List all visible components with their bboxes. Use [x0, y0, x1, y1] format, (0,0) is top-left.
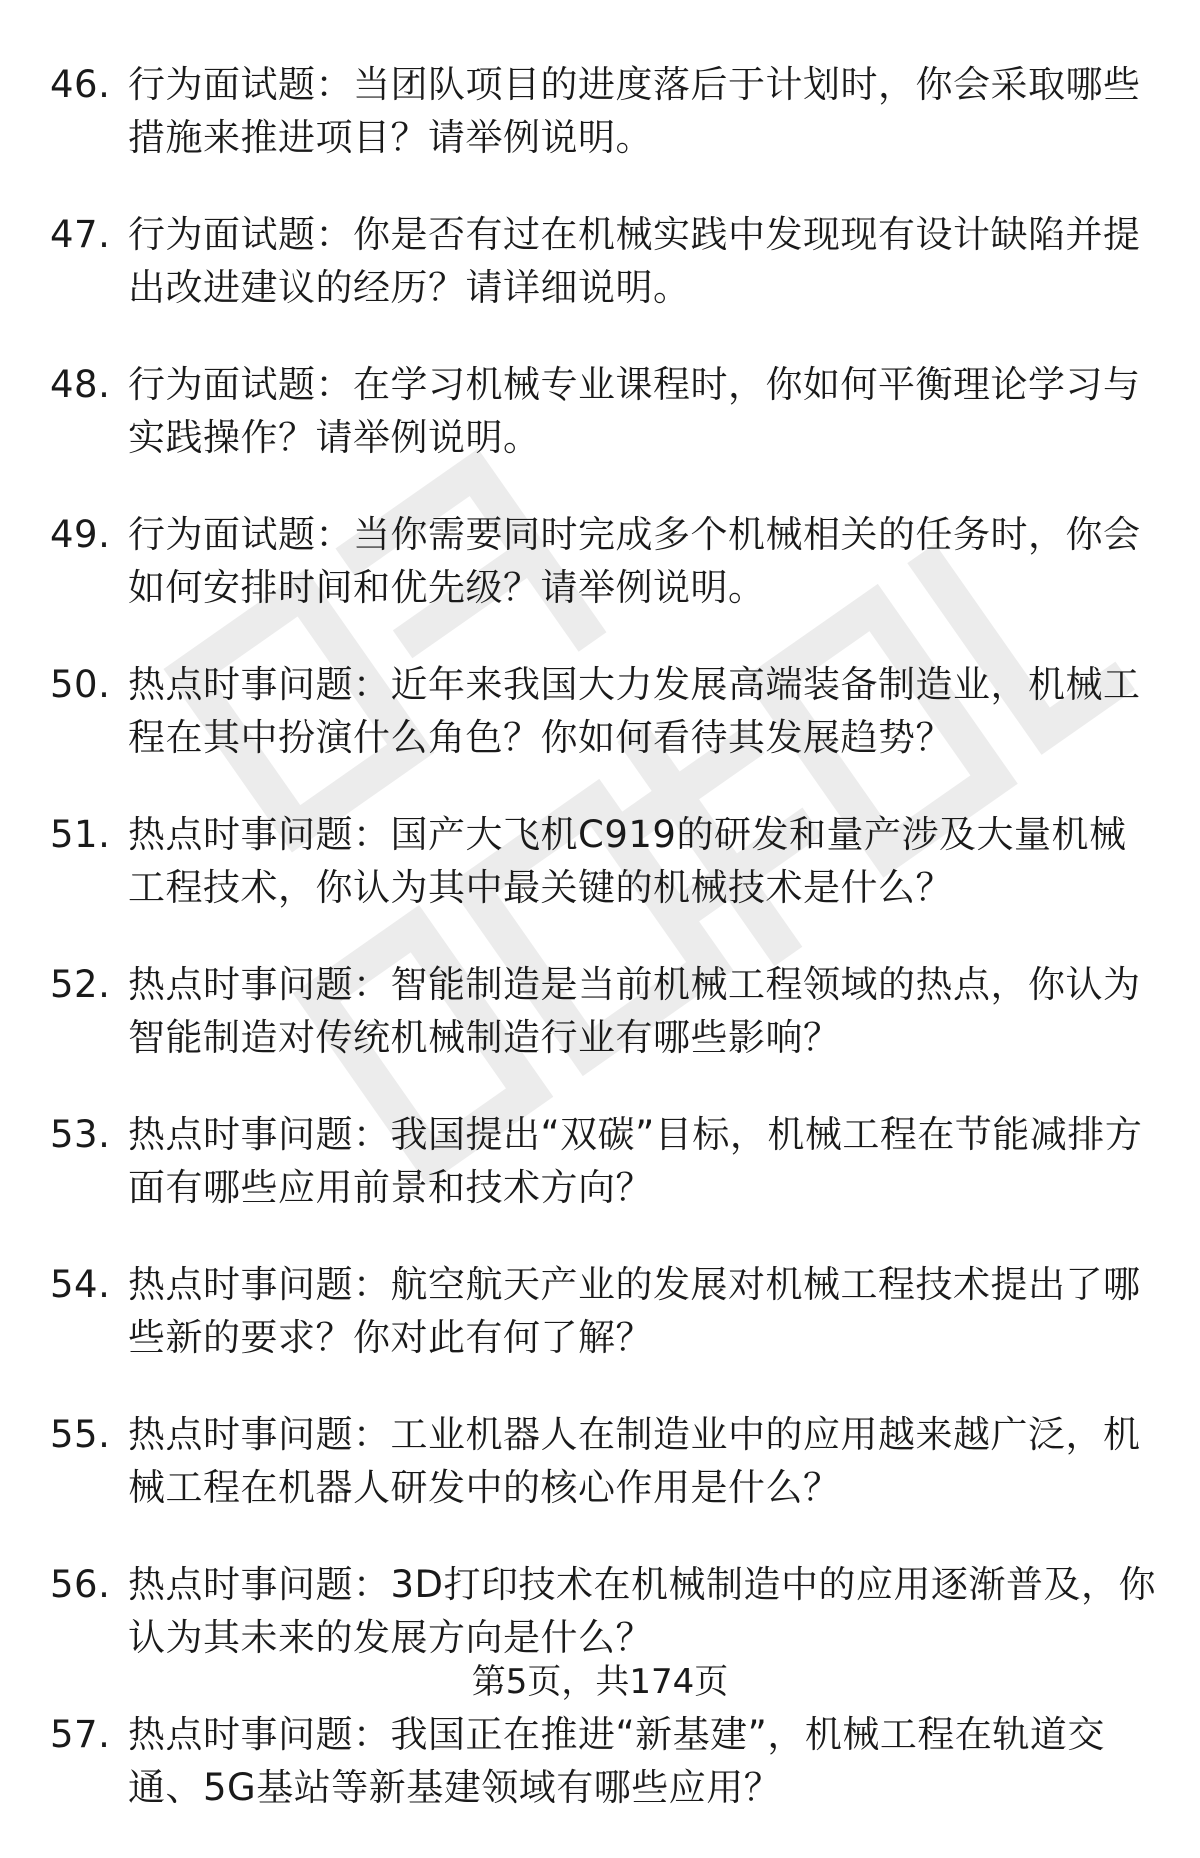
question-text: 行为面试题：在学习机械专业课程时，你如何平衡理论学习与实践操作？请举例说明。 [128, 363, 1141, 459]
question-number: 49. [50, 513, 111, 556]
question-text: 行为面试题：你是否有过在机械实践中发现现有设计缺陷并提出改进建议的经历？请详细说明。 [128, 213, 1141, 309]
question-number: 57. [50, 1713, 111, 1756]
question-item [50, 1408, 1160, 1514]
question-number: 50. [50, 663, 111, 706]
question-number: 55. [50, 1413, 111, 1456]
question-item [50, 808, 1160, 914]
question-number: 47. [50, 213, 111, 256]
question-item [50, 1258, 1160, 1364]
question-item [50, 958, 1160, 1064]
question-item [50, 1558, 1160, 1664]
question-item [50, 208, 1160, 314]
question-text: 热点时事问题：我国提出“双碳”目标，机械工程在节能减排方面有哪些应用前景和技术方向？ [128, 1113, 1143, 1209]
question-text: 行为面试题：当团队项目的进度落后于计划时，你会采取哪些措施来推进项目？请举例说明。 [128, 63, 1141, 159]
question-text: 热点时事问题：3D打印技术在机械制造中的应用逐渐普及，你认为其未来的发展方向是什么？ [128, 1563, 1157, 1659]
question-text: 热点时事问题：工业机器人在制造业中的应用越来越广泛，机械工程在机器人研发中的核心作用是什么？ [128, 1413, 1141, 1509]
question-item [50, 658, 1160, 764]
question-number: 51. [50, 813, 111, 856]
question-item [50, 1108, 1160, 1214]
question-text: 热点时事问题：智能制造是当前机械工程领域的热点，你认为智能制造对传统机械制造行业有哪些影响？ [128, 963, 1141, 1059]
question-text: 热点时事问题：我国正在推进“新基建”，机械工程在轨道交通、5G基站等新基建领域有哪些应用？ [128, 1713, 1105, 1809]
page-number-footer: 第5页，共174页 [471, 1662, 729, 1702]
question-text: 热点时事问题：近年来我国大力发展高端装备制造业，机械工程在其中扮演什么角色？你如何看待其发展趋势？ [128, 663, 1141, 759]
question-number: 56. [50, 1563, 111, 1606]
question-list [50, 58, 1160, 1858]
question-number: 53. [50, 1113, 111, 1156]
question-text: 行为面试题：当你需要同时完成多个机械相关的任务时，你会如何安排时间和优先级？请举例说明。 [128, 513, 1141, 609]
question-number: 48. [50, 363, 111, 406]
question-number: 46. [50, 63, 111, 106]
question-item [50, 1708, 1160, 1814]
question-text: 热点时事问题：航空航天产业的发展对机械工程技术提出了哪些新的要求？你对此有何了解？ [128, 1263, 1141, 1359]
question-item [50, 58, 1160, 164]
question-number: 52. [50, 963, 111, 1006]
question-text: 热点时事问题：国产大飞机C919的研发和量产涉及大量机械工程技术，你认为其中最关键的机械技术是什么？ [128, 813, 1127, 909]
question-item [50, 508, 1160, 614]
question-number: 54. [50, 1263, 111, 1306]
question-item [50, 358, 1160, 464]
